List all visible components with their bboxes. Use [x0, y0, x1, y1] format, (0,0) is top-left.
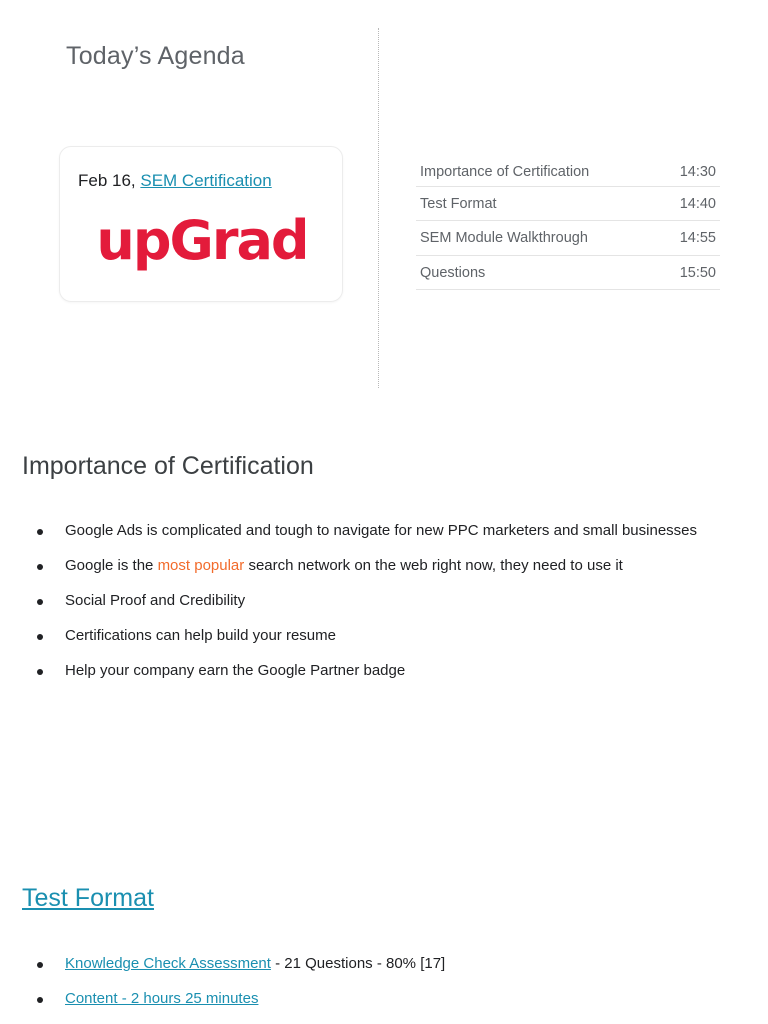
knowledge-check-link[interactable]: Knowledge Check Assessment — [65, 955, 271, 972]
upgrad-logo: upGrad — [96, 209, 308, 272]
list-item — [0, 626, 697, 661]
bullet-icon — [37, 529, 43, 535]
agenda-topic: Test Format — [416, 187, 659, 221]
bullet-icon — [37, 564, 43, 570]
event-date-prefix: Feb 16, — [78, 171, 141, 190]
agenda-row — [416, 187, 720, 221]
content-link[interactable]: Content - 2 hours 25 minutes — [65, 990, 259, 1007]
list-item — [0, 661, 697, 696]
list-item — [0, 989, 445, 1024]
test-format-list — [0, 954, 445, 1024]
highlighted-text: most popular — [157, 557, 245, 574]
agenda-table — [416, 158, 720, 290]
agenda-title: Today’s Agenda — [66, 42, 245, 70]
bullet-icon — [37, 634, 43, 640]
agenda-row — [416, 158, 720, 187]
bullet-icon — [37, 962, 43, 968]
agenda-time: 14:55 — [659, 221, 720, 256]
list-item-text: - 21 Questions - 80% [17] — [270, 955, 446, 972]
agenda-time: 14:30 — [659, 158, 720, 187]
agenda-row — [416, 256, 720, 290]
list-item — [0, 591, 697, 626]
list-item-text: Google is the — [65, 557, 158, 574]
list-item-text: Google Ads is complicated and tough to navigate for new PPC marketers and small businesses — [65, 522, 698, 539]
agenda-row — [416, 221, 720, 256]
event-link[interactable]: SEM Certification — [140, 171, 272, 190]
event-card — [59, 146, 343, 302]
vertical-divider — [378, 28, 379, 388]
bullet-icon — [37, 669, 43, 675]
list-item — [0, 954, 445, 989]
bullet-icon — [37, 997, 43, 1003]
importance-list — [0, 521, 697, 696]
agenda-time: 15:50 — [659, 256, 720, 290]
test-format-heading[interactable]: Test Format — [22, 884, 154, 912]
agenda-topic: Questions — [416, 256, 659, 290]
list-item-text: search network on the web right now, they need to use it — [244, 557, 623, 574]
agenda-topic: SEM Module Walkthrough — [416, 221, 659, 256]
list-item-text: Social Proof and Credibility — [65, 592, 246, 609]
importance-heading: Importance of Certification — [22, 452, 314, 480]
agenda-topic: Importance of Certification — [416, 158, 659, 187]
list-item-text: Certifications can help build your resume — [65, 627, 336, 644]
list-item — [0, 556, 697, 591]
event-date — [78, 171, 272, 191]
list-item — [0, 521, 697, 556]
agenda-time: 14:40 — [659, 187, 720, 221]
bullet-icon — [37, 599, 43, 605]
list-item-text: Help your company earn the Google Partner badge — [65, 662, 406, 679]
